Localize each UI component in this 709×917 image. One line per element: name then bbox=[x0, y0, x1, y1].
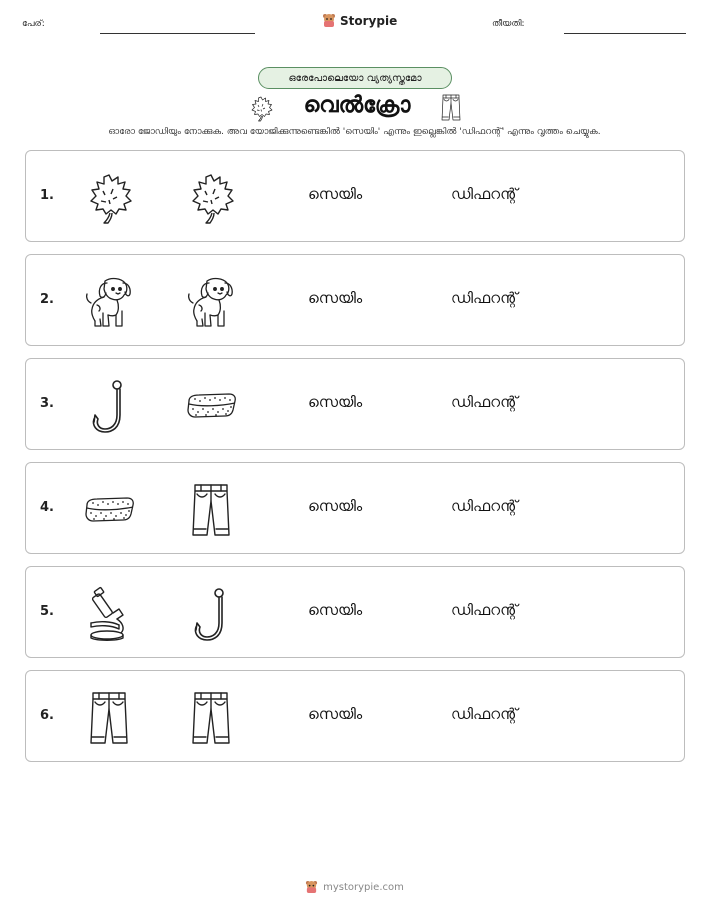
question-row-2 bbox=[25, 254, 685, 346]
question-number: 4. bbox=[40, 500, 54, 515]
question-row-3 bbox=[25, 358, 685, 450]
different-option[interactable]: ഡിഫറന്റ് bbox=[451, 601, 518, 619]
brand-name: Storypie bbox=[340, 13, 398, 28]
pants-icon bbox=[183, 481, 239, 537]
puppy-icon bbox=[183, 273, 239, 329]
question-number: 6. bbox=[40, 708, 54, 723]
left-picture bbox=[81, 273, 137, 329]
date-line bbox=[564, 33, 686, 34]
question-row-6 bbox=[25, 670, 685, 762]
right-picture bbox=[183, 273, 239, 329]
durian-icon bbox=[81, 169, 137, 225]
pants-icon bbox=[183, 689, 239, 745]
question-row-5 bbox=[25, 566, 685, 658]
different-option[interactable]: ഡിഫറന്റ് bbox=[451, 705, 518, 723]
same-option[interactable]: സെയിം bbox=[308, 185, 363, 203]
different-option[interactable]: ഡിഫറന്റ് bbox=[451, 393, 518, 411]
left-picture bbox=[81, 585, 137, 641]
left-picture bbox=[81, 689, 137, 745]
hook-icon bbox=[81, 377, 137, 433]
right-picture bbox=[183, 481, 239, 537]
name-line bbox=[100, 33, 255, 34]
title-row bbox=[0, 92, 709, 122]
different-option[interactable]: ഡിഫറന്റ് bbox=[451, 497, 518, 515]
sponge-icon bbox=[81, 481, 137, 537]
same-option[interactable]: സെയിം bbox=[308, 705, 363, 723]
question-number: 3. bbox=[40, 396, 54, 411]
left-picture bbox=[81, 377, 137, 433]
footer bbox=[0, 880, 709, 894]
right-picture bbox=[183, 585, 239, 641]
durian-icon bbox=[247, 94, 275, 126]
right-picture bbox=[183, 689, 239, 745]
instructions: ഓരോ ജോഡിയും നോക്കുക. അവ യോജിക്കുന്നുണ്ടെങ്കിൽ 'സെയിം' എന്നും ഇല്ലെങ്കിൽ 'ഡിഫറന്റ്' എന്നും വൃത്തം ചെയ്യുക. bbox=[108, 127, 601, 137]
sponge-icon bbox=[183, 377, 239, 433]
question-row-4 bbox=[25, 462, 685, 554]
pants-icon bbox=[437, 93, 465, 121]
durian-icon bbox=[247, 94, 275, 122]
storypie-bear-icon bbox=[305, 880, 318, 894]
date-label: തീയതി: bbox=[492, 19, 525, 29]
question-row-1 bbox=[25, 150, 685, 242]
same-option[interactable]: സെയിം bbox=[308, 393, 363, 411]
worksheet-header bbox=[0, 12, 709, 36]
hook-icon bbox=[183, 585, 239, 641]
worksheet-tag: ഒരേപോലെയോ വ്യത്യസ്തമോ bbox=[258, 67, 452, 89]
left-picture bbox=[81, 169, 137, 225]
same-option[interactable]: സെയിം bbox=[308, 289, 363, 307]
different-option[interactable]: ഡിഫറന്റ് bbox=[451, 185, 518, 203]
footer-url: mystorypie.com bbox=[323, 881, 404, 893]
question-number: 5. bbox=[40, 604, 54, 619]
pants-icon bbox=[81, 689, 137, 745]
same-option[interactable]: സെയിം bbox=[308, 601, 363, 619]
durian-icon bbox=[183, 169, 239, 225]
left-picture bbox=[81, 481, 137, 537]
question-number: 2. bbox=[40, 292, 54, 307]
different-option[interactable]: ഡിഫറന്റ് bbox=[451, 289, 518, 307]
microscope-icon bbox=[81, 585, 137, 641]
page-title: വെൽക്രോ bbox=[303, 93, 411, 118]
same-option[interactable]: സെയിം bbox=[308, 497, 363, 515]
question-number: 1. bbox=[40, 188, 54, 203]
pants-icon bbox=[437, 93, 465, 125]
brand-logo bbox=[322, 13, 397, 28]
right-picture bbox=[183, 169, 239, 225]
right-picture bbox=[183, 377, 239, 433]
storypie-bear-icon bbox=[322, 13, 336, 28]
name-label: പേര്: bbox=[22, 19, 45, 29]
puppy-icon bbox=[81, 273, 137, 329]
